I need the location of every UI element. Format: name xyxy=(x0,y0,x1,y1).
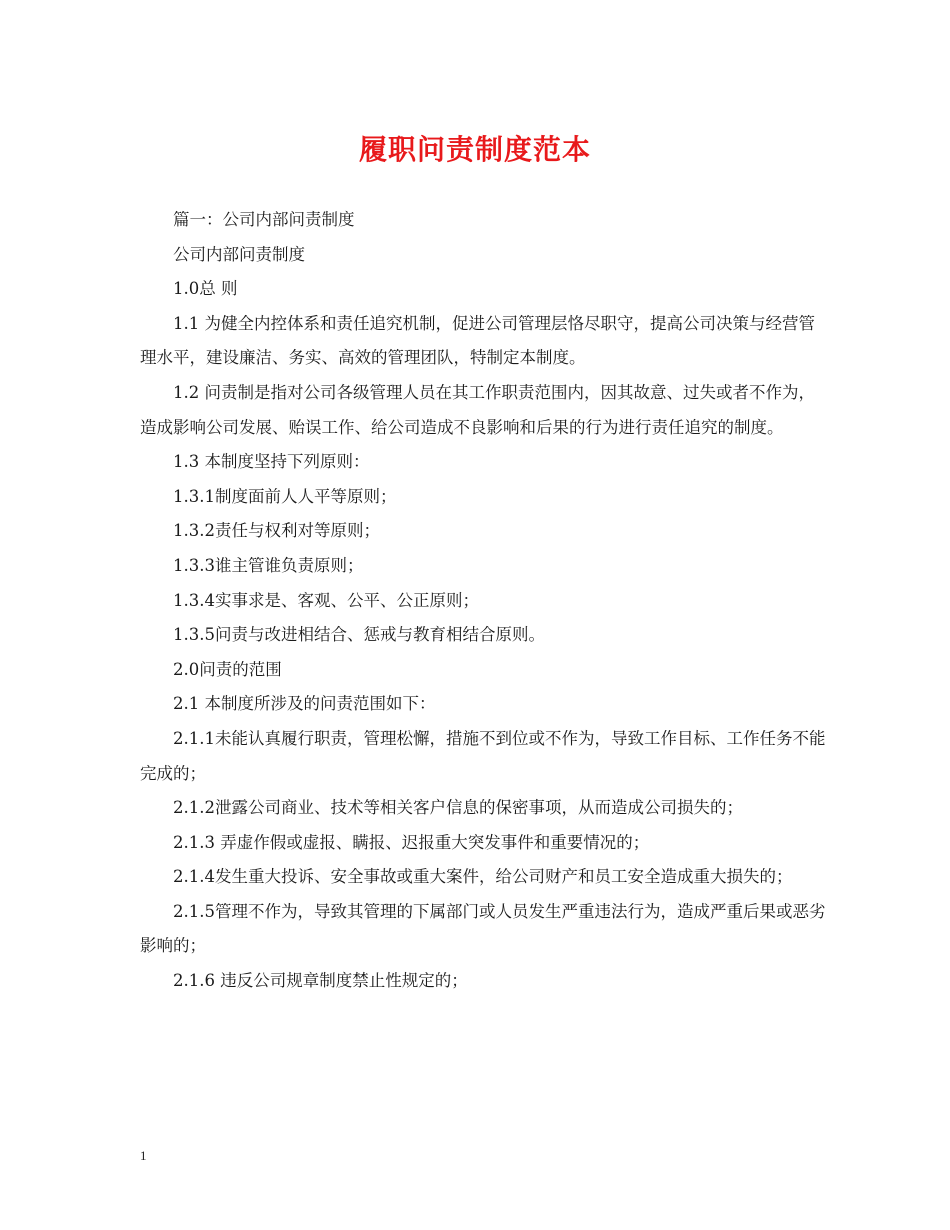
paragraph-1-1: 1.1 为健全内控体系和责任追究机制，促进公司管理层恪尽职守，提高公司决策与经营管理水平，建设廉洁、务实、高效的管理团队，特制定本制度。 xyxy=(140,313,815,368)
paragraph-1-3-4: 1.3.4实事求是、客观、公平、公正原则； xyxy=(173,590,479,610)
paragraph-2-1-3: 2.1.3 弄虚作假或虚报、瞒报、迟报重大突发事件和重要情况的； xyxy=(173,832,650,852)
page-number: 1 xyxy=(140,1148,147,1163)
document-title: 履职问责制度范本 xyxy=(358,133,591,166)
paragraph-2-1-4: 2.1.4发生重大投诉、安全事故或重大案件，给公司财产和员工安全造成重大损失的； xyxy=(173,867,793,887)
paragraph-2-1: 2.1 本制度所涉及的问责范围如下： xyxy=(173,694,436,714)
paragraph-section-2-heading: 2.0问责的范围 xyxy=(173,659,282,679)
paragraph-1-3-5: 1.3.5问责与改进相结合、惩戒与教育相结合原则。 xyxy=(173,625,545,645)
paragraph-1-3-1: 1.3.1制度面前人人平等原则； xyxy=(173,486,397,506)
paragraph-subtitle: 公司内部问责制度 xyxy=(173,244,305,264)
paragraph-2-1-2: 2.1.2泄露公司商业、技术等相关客户信息的保密事项，从而造成公司损失的； xyxy=(173,798,743,818)
paragraph-1-2: 1.2 问责制是指对公司各级管理人员在其工作职责范围内，因其故意、过失或者不作为，造成影响公司发展、贻误工作、给公司造成不良影响和后果的行为进行责任追究的制度。 xyxy=(140,382,815,437)
paragraph-1-3-3: 1.3.3谁主管谁负责原则； xyxy=(173,555,364,575)
paragraph-2-1-1: 2.1.1未能认真履行职责，管理松懈，措施不到位或不作为，导致工作目标、工作任务不能完成的； xyxy=(140,728,826,783)
paragraph-1-3-2: 1.3.2责任与权利对等原则； xyxy=(173,521,380,541)
paragraph-chapter-heading: 篇一：公司内部问责制度 xyxy=(173,210,355,229)
document-body xyxy=(140,203,830,999)
paragraph-2-1-6: 2.1.6 违反公司规章制度禁止性规定的； xyxy=(173,971,468,991)
paragraph-2-1-5: 2.1.5管理不作为，导致其管理的下属部门或人员发生严重违法行为，造成严重后果或恶劣影响的； xyxy=(140,901,826,956)
paragraph-1-3: 1.3 本制度坚持下列原则： xyxy=(173,452,370,472)
paragraph-section-1-heading: 1.0总 则 xyxy=(173,279,238,299)
